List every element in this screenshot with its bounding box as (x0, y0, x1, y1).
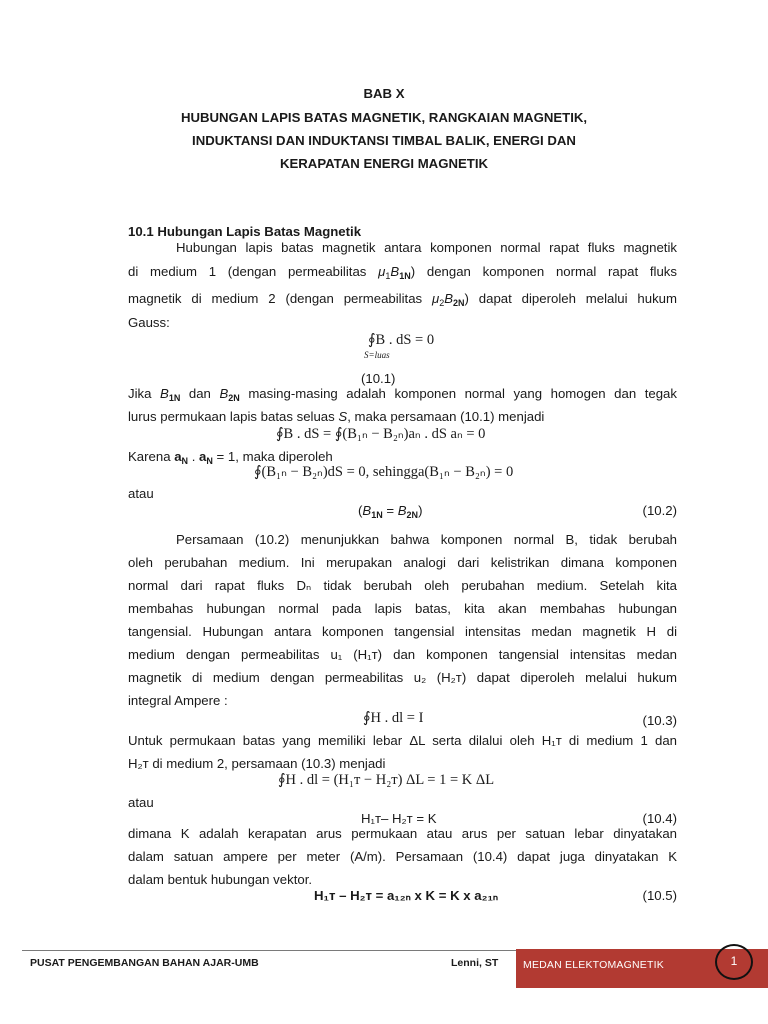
equation-10-1-lower-limit: S=luas (364, 350, 390, 360)
footer-publisher: PUSAT PENGEMBANGAN BAHAN AJAR-UMB (30, 957, 259, 969)
equation-10-1-expanded: ∮B . dS = ∮(B₁ₙ − B₂ₙ)aₙ . dS aₙ = 0 (276, 426, 486, 442)
paragraph-4-line-3: normal dari rapat fluks Dₙ tidak berubah oleh perubahan medium. Setelah kita (128, 578, 677, 593)
equation-10-4-number: (10.4) (642, 811, 677, 826)
paragraph-2-line-2: lurus permukaan lapis batas seluas S, maka persamaan (10.1) menjadi (128, 409, 545, 424)
paragraph-4-line-8: integral Ampere : (128, 693, 228, 708)
paragraph-6-line-3: dalam bentuk hubungan vektor. (128, 872, 313, 887)
chapter-title-line-2: INDUKTANSI DAN INDUKTANSI TIMBAL BALIK, ENERGI DAN (192, 133, 576, 148)
paragraph-5-line-1: Untuk permukaan batas yang memiliki lebar ΔL serta dilalui oleh H₁ᴛ di medium 1 dan (128, 733, 677, 748)
equation-10-1-number: (10.1) (361, 371, 396, 386)
paragraph-4-line-7: magnetik di medium dengan permeabilitas u₂ (H₂ᴛ) dapat diperoleh melalui hukum (128, 670, 677, 685)
paragraph-6-line-1: dimana K adalah kerapatan arus permukaan atau arus per satuan lebar dinyatakan (128, 826, 677, 841)
equation-10-4: H₁ᴛ– H₂ᴛ = K (361, 811, 437, 826)
paragraph-1-line-1: Hubungan lapis batas magnetik antara komponen normal rapat fluks magnetik (176, 240, 677, 255)
equation-10-3-number: (10.3) (642, 713, 677, 728)
equation-10-5: H₁ᴛ – H₂ᴛ = a₁₂ₙ x K = K x a₂₁ₙ (314, 888, 499, 903)
equation-sehingga: ∮(B₁ₙ − B₂ₙ)dS = 0, sehingga(B₁ₙ − B₂ₙ) = 0 (254, 464, 514, 480)
paragraph-4-line-6: medium dengan permeabilitas u₁ (H₁ᴛ) dan komponen tangensial intensitas medan (128, 647, 677, 662)
paragraph-3: Karena $a_N$ . $a_N = 1$, maka diperoleh (128, 449, 333, 466)
footer-author: Lenni, ST (451, 957, 499, 969)
equation-10-1: ∮B . dS = 0 (368, 332, 435, 348)
paragraph-2-line-1: Jika $B_{1N}$ dan $B_{2N}$ masing-masing adalah komponen normal yang homogen dan tegak (128, 386, 677, 403)
equation-10-3-expanded: ∮H . dl = (H₁ᴛ − H₂ᴛ) ΔL = 1 = K ΔL (278, 772, 495, 788)
footer-subject: MEDAN ELEKTOMAGNETIK (523, 959, 664, 971)
paragraph-4-line-1: Persamaan (10.2) menunjukkan bahwa komponen normal B, tidak berubah (176, 532, 677, 547)
paragraph-4-line-2: oleh perubahan medium. Ini merupakan analogi dari kelistrikan dimana komponen (128, 555, 677, 570)
paragraph-6-line-2: dalam satuan ampere per meter (A/m). Persamaan (10.4) dapat juga dinyatakan K (128, 849, 677, 864)
equation-10-2: $(B_{1N} = B_{2N})$ (358, 503, 423, 520)
atau-2: atau (128, 795, 154, 810)
paragraph-1-line-2: di medium 1 (dengan permeabilitas $\mu_1B_{1N}$) dengan komponen normal rapat fluks (128, 264, 677, 281)
chapter-title-line-1: HUBUNGAN LAPIS BATAS MAGNETIK, RANGKAIAN MAGNETIK, (180, 110, 588, 125)
paragraph-4-line-4: membahas hubungan normal pada lapis batas, kita akan membahas hubungan (128, 601, 677, 616)
paragraph-1-line-3: magnetik di medium 2 (dengan permeabilitas $\mu_2B_{2N}$) dapat diperoleh melalui hukum (128, 291, 677, 308)
equation-10-5-number: (10.5) (642, 888, 677, 903)
chapter-label: BAB X (363, 86, 405, 101)
paragraph-5-line-2: H₂ᴛ di medium 2, persamaan (10.3) menjadi (128, 756, 386, 771)
equation-10-3: ∮H . dl = I (363, 710, 424, 726)
equation-10-2-number: (10.2) (642, 503, 677, 518)
section-heading: 10.1 Hubungan Lapis Batas Magnetik (128, 224, 362, 239)
atau-1: atau (128, 486, 154, 501)
page-number: 1 (715, 944, 753, 980)
paragraph-4-line-5: tangensial. Hubungan antara komponen tangensial intensitas medan magnetik H di (128, 624, 677, 639)
footer-rule (22, 950, 516, 951)
chapter-title-line-3: KERAPATAN ENERGI MAGNETIK (279, 156, 489, 171)
paragraph-1-line-4: Gauss: (128, 315, 170, 330)
